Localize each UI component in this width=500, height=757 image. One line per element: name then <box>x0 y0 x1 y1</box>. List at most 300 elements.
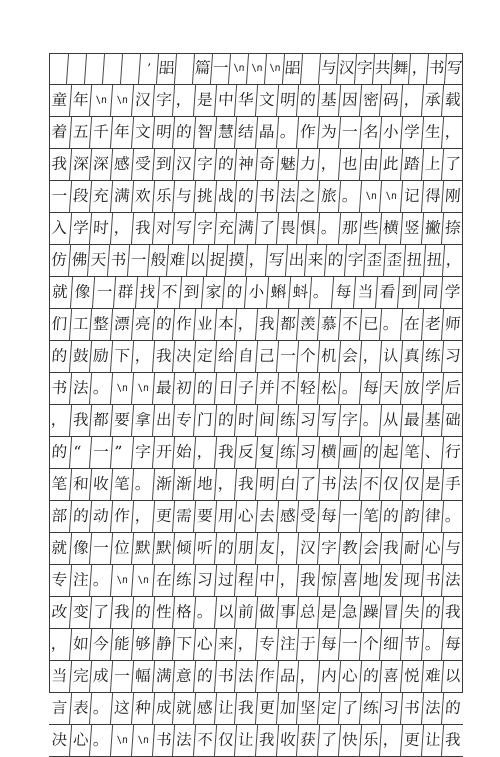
grid-cell: 成 <box>89 661 112 693</box>
grid-cell: 我 <box>69 405 92 437</box>
grid-cell: 加 <box>276 693 299 725</box>
grid-cell: 喜 <box>338 565 361 597</box>
grid-cell: 就 <box>51 539 68 558</box>
grid-cell: 找 <box>135 277 159 309</box>
grid-cell: 也 <box>338 149 361 181</box>
grid-cell: 在 <box>151 565 174 597</box>
grid-row <box>49 693 463 725</box>
grid-cell: 一 <box>51 187 68 206</box>
grid-cell: 记 <box>400 181 423 213</box>
grid-cell: 时 <box>234 405 257 437</box>
grid-cell: 群 <box>113 277 137 309</box>
grid-cell: 并 <box>255 373 278 405</box>
grid-cell: 法 <box>276 181 299 213</box>
grid-cell: 字 <box>354 53 374 85</box>
grid-cell: 白 <box>276 469 299 501</box>
grid-cell: 不 <box>157 277 181 309</box>
grid-cell: 一 <box>127 245 149 277</box>
grid-cell: 不 <box>358 469 381 501</box>
grid-cell: 捺 <box>441 213 464 245</box>
grid-cell: 我 <box>296 565 319 597</box>
grid-cell: 仅 <box>213 725 236 757</box>
grid-cell: 踏 <box>400 149 423 181</box>
grid-cell: 的 <box>213 405 236 437</box>
grid-cell: 我 <box>131 213 154 245</box>
grid-cell: 心 <box>69 725 92 757</box>
grid-cell: 作 <box>110 501 133 533</box>
grid-cell: 习 <box>379 693 402 725</box>
grid-cell: ， <box>131 501 154 533</box>
grid-cell: ʼ <box>138 53 158 85</box>
grid-cell: 汉 <box>296 533 319 565</box>
grid-cell: 。 <box>338 181 361 213</box>
grid-cell: 定 <box>317 693 340 725</box>
grid-cell: 为 <box>317 117 340 149</box>
grid-cell: 摸 <box>225 245 247 277</box>
grid-cell: 字 <box>193 213 216 245</box>
grid-cell: 下 <box>172 629 195 661</box>
grid-cell: 过 <box>213 565 236 597</box>
grid-cell: ， <box>441 117 464 149</box>
grid-cell: 心 <box>234 501 257 533</box>
grid-cell: 学 <box>69 213 92 245</box>
grid-cell <box>174 53 194 85</box>
grid-cell: 时 <box>89 213 112 245</box>
grid-cell: 的 <box>51 443 68 462</box>
grid-cell: 小 <box>244 277 268 309</box>
grid-cell: 对 <box>151 213 174 245</box>
grid-cell: 书 <box>426 53 446 85</box>
grid-cell: 充 <box>213 213 236 245</box>
grid-cell: 一 <box>91 277 115 309</box>
grid-cell: 一 <box>89 437 112 469</box>
grid-cell <box>300 53 320 85</box>
grid-cell: 练 <box>276 437 299 469</box>
grid-cell: 获 <box>296 725 319 757</box>
grid-cell: 看 <box>375 277 399 309</box>
grid-cell: 从 <box>379 405 402 437</box>
grid-cell: 充 <box>89 181 112 213</box>
grid-cell: 我 <box>255 309 278 341</box>
grid-cell: 笔 <box>400 437 423 469</box>
grid-row <box>49 565 463 597</box>
grid-cell: 亮 <box>131 309 154 341</box>
grid-cell: 专 <box>51 571 68 590</box>
grid-cell: 的 <box>213 149 236 181</box>
grid-cell: 悦 <box>400 661 423 693</box>
grid-row <box>49 341 463 373</box>
grid-cell: 地 <box>358 565 381 597</box>
grid-cell: 神 <box>234 149 257 181</box>
grid-cell: 。 <box>379 309 402 341</box>
grid-cell: 注 <box>276 629 299 661</box>
grid-cell: 一 <box>110 661 133 693</box>
grid-cell: 汉 <box>131 85 154 117</box>
grid-cell: 我 <box>255 725 278 757</box>
grid-cell: 已 <box>358 309 381 341</box>
grid-cell: 种 <box>131 693 154 725</box>
grid-cell: 的 <box>172 117 195 149</box>
grid-cell: 意 <box>172 661 195 693</box>
grid-cell: 字 <box>193 149 216 181</box>
grid-cell: 能 <box>110 629 133 661</box>
grid-cell: 书 <box>213 661 236 693</box>
grid-cell: 仅 <box>400 469 423 501</box>
grid-row <box>49 53 463 85</box>
grid-cell: 言 <box>51 699 68 718</box>
grid-cell: 拿 <box>131 405 154 437</box>
grid-cell: 。 <box>89 565 112 597</box>
grid-cell: ， <box>358 341 381 373</box>
grid-cell: 书 <box>151 725 174 757</box>
grid-cell: 受 <box>131 149 154 181</box>
grid-cell: 深 <box>69 149 92 181</box>
grid-cell: 码 <box>379 85 402 117</box>
grid-cell: 佛 <box>68 245 90 277</box>
grid-cell: 基 <box>317 85 340 117</box>
grid-cell: 。 <box>317 213 340 245</box>
grid-cell: 汉 <box>336 53 356 85</box>
grid-cell: 练 <box>420 341 443 373</box>
grid-cell: 。 <box>309 277 333 309</box>
grid-cell: 的 <box>358 437 381 469</box>
grid-cell: 同 <box>418 277 442 309</box>
grid-cell: 冒 <box>379 597 402 629</box>
grid-cell: 坚 <box>296 693 319 725</box>
grid-cell: 倾 <box>172 533 195 565</box>
grid-cell: 漂 <box>110 309 133 341</box>
grid-cell: 明 <box>151 117 174 149</box>
grid-cell: 。 <box>358 405 381 437</box>
grid-cell: 现 <box>400 565 423 597</box>
grid-cell: 作 <box>255 661 278 693</box>
grid-cell: 共 <box>372 53 392 85</box>
grid-cell: 作 <box>172 309 195 341</box>
grid-cell: 载 <box>441 85 464 117</box>
grid-cell: 自 <box>234 341 257 373</box>
grid-cell: 今 <box>89 629 112 661</box>
grid-cell: 感 <box>110 149 133 181</box>
grid-cell: 老 <box>420 309 443 341</box>
grid-cell: 友 <box>255 533 278 565</box>
grid-cell: 性 <box>151 597 174 629</box>
grid-cell: 心 <box>193 629 216 661</box>
grid-cell: 会 <box>358 533 381 565</box>
grid-row <box>49 405 463 437</box>
grid-cell: 学 <box>400 117 423 149</box>
grid-cell: 一 <box>338 501 361 533</box>
grid-cell: 始 <box>172 437 195 469</box>
grid-cell: 习 <box>296 437 319 469</box>
grid-cell: 就 <box>51 283 69 302</box>
grid-cell: 律 <box>420 501 443 533</box>
grid-cell: 畏 <box>276 213 299 245</box>
grid-cell: 耐 <box>400 533 423 565</box>
grid-cell: 感 <box>193 693 216 725</box>
grid-cell: 法 <box>420 693 443 725</box>
grid-cell: 歪 <box>383 245 405 277</box>
grid-cell: 我 <box>151 341 174 373</box>
grid-cell: \n <box>110 725 133 757</box>
grid-cell: 些 <box>358 213 381 245</box>
grid-cell: 惧 <box>296 213 319 245</box>
grid-cell: 出 <box>284 245 306 277</box>
grid-cell: 千 <box>89 117 112 149</box>
grid-cell: ， <box>110 213 133 245</box>
grid-cell: 魅 <box>276 149 299 181</box>
grid-cell: 励 <box>89 341 112 373</box>
grid-row <box>49 277 463 309</box>
grid-cell: 静 <box>151 629 174 661</box>
grid-cell: 出 <box>151 405 174 437</box>
grid-cell: 我 <box>234 469 257 501</box>
grid-cell: 手 <box>441 469 464 501</box>
grid-cell: 挑 <box>193 181 216 213</box>
grid-cell: 下 <box>110 341 133 373</box>
grid-cell: 当 <box>51 667 68 686</box>
grid-cell: 到 <box>151 149 174 181</box>
grid-cell: 决 <box>51 731 68 750</box>
grid-cell: 初 <box>172 373 195 405</box>
grid-cell: 让 <box>213 693 236 725</box>
grid-cell: 不 <box>276 373 299 405</box>
grid-cell: 默 <box>151 533 174 565</box>
grid-cell: 的 <box>379 501 402 533</box>
grid-row <box>49 661 463 693</box>
grid-cell: 竖 <box>400 213 423 245</box>
grid-cell: \n <box>131 725 154 757</box>
grid-cell: 细 <box>379 629 402 661</box>
grid-cell: 像 <box>70 277 94 309</box>
grid-cell: 的 <box>213 533 236 565</box>
grid-cell <box>48 53 68 85</box>
grid-cell: 更 <box>151 501 174 533</box>
grid-cell: 书 <box>107 245 129 277</box>
grid-cell: 的 <box>222 277 246 309</box>
grid-cell: 松 <box>317 373 340 405</box>
grid-cell: 决 <box>172 341 195 373</box>
grid-cell: 础 <box>441 405 464 437</box>
grid-cell: 了 <box>255 213 278 245</box>
grid-cell: 心 <box>420 533 443 565</box>
grid-cell: 扭 <box>403 245 425 277</box>
grid-cell: 的 <box>234 181 257 213</box>
grid-cell: 年 <box>69 85 92 117</box>
grid-cell: 字 <box>338 405 361 437</box>
grid-cell: 节 <box>400 629 423 661</box>
grid-cell: 写 <box>172 213 195 245</box>
grid-cell: 一 <box>210 53 230 85</box>
grid-cell: 朋 <box>234 533 257 565</box>
grid-cell: 渐 <box>151 469 174 501</box>
grid-cell: 做 <box>255 597 278 629</box>
grid-row <box>49 501 463 533</box>
grid-cell: 、 <box>420 437 443 469</box>
grid-cell: 段 <box>69 181 92 213</box>
grid-cell: 书 <box>255 181 278 213</box>
grid-cell: 机 <box>317 341 340 373</box>
grid-cell: 学 <box>420 373 443 405</box>
grid-row <box>49 245 463 277</box>
grid-cell: 得 <box>420 181 443 213</box>
grid-cell: 真 <box>400 341 423 373</box>
grid-cell <box>84 53 104 85</box>
grid-cell: 急 <box>338 597 361 629</box>
grid-cell: 起 <box>379 437 402 469</box>
grid-cell: 之 <box>296 181 319 213</box>
grid-cell: 每 <box>317 501 340 533</box>
grid-cell: 学 <box>440 277 464 309</box>
grid-cell: 慕 <box>317 309 340 341</box>
grid-cell: \n <box>110 85 133 117</box>
grid-cell: ， <box>193 437 216 469</box>
grid-cell: ， <box>400 85 423 117</box>
grid-cell: 我 <box>379 533 402 565</box>
grid-cell: 行 <box>441 437 464 469</box>
grid-cell: 乐 <box>358 725 381 757</box>
grid-cell: 字 <box>131 437 154 469</box>
grid-cell: 我 <box>234 693 257 725</box>
grid-cell: 师 <box>441 309 464 341</box>
grid-cell: \n <box>264 53 284 85</box>
grid-cell: 就 <box>172 693 195 725</box>
grid-cell: 。 <box>89 725 112 757</box>
grid-row <box>49 309 463 341</box>
grid-cell: 让 <box>234 725 257 757</box>
grid-cell: ， <box>379 725 402 757</box>
grid-cell: 字 <box>317 533 340 565</box>
grid-cell: 文 <box>255 85 278 117</box>
grid-cell: 。 <box>276 117 299 149</box>
grid-cell: 的 <box>193 661 216 693</box>
grid-cell: 心 <box>338 661 361 693</box>
grid-cell: 本 <box>213 309 236 341</box>
grid-cell: 收 <box>89 469 112 501</box>
grid-cell: 专 <box>255 629 278 661</box>
grid-cell: 与 <box>441 533 464 565</box>
grid-cell: 惊 <box>317 565 340 597</box>
grid-row <box>49 85 463 117</box>
grid-cell: 专 <box>172 405 195 437</box>
grid-cell: 天 <box>379 373 402 405</box>
grid-cell: 会 <box>338 341 361 373</box>
grid-cell: 小 <box>379 117 402 149</box>
grid-row <box>49 629 463 661</box>
grid-cell: 工 <box>69 309 92 341</box>
grid-cell: 当 <box>353 277 377 309</box>
grid-cell: 法 <box>441 565 464 597</box>
grid-cell: 一 <box>89 533 112 565</box>
grid-cell: 。 <box>131 469 154 501</box>
grid-cell: 五 <box>69 117 92 149</box>
grid-cell: 写 <box>317 405 340 437</box>
grid-cell: 去 <box>255 501 278 533</box>
grid-cell: 的 <box>324 245 346 277</box>
grid-cell: 以 <box>213 597 236 629</box>
grid-cell: 的 <box>151 309 174 341</box>
grid-cell: \n <box>358 181 381 213</box>
grid-cell: 基 <box>420 405 443 437</box>
grid-cell: 开 <box>151 437 174 469</box>
grid-cell: ， <box>50 411 68 430</box>
grid-cell: 童 <box>51 91 68 110</box>
grid-cell: 渐 <box>172 469 195 501</box>
grid-cell: 反 <box>234 437 257 469</box>
grid-cell: ， <box>172 85 195 117</box>
grid-cell: 乐 <box>151 181 174 213</box>
grid-cell: 和 <box>69 469 92 501</box>
grid-cell: 的 <box>296 85 319 117</box>
grid-cell: 在 <box>400 309 423 341</box>
grid-cell: 练 <box>276 405 299 437</box>
grid-cell: 刚 <box>441 181 464 213</box>
grid-cell: 最 <box>151 373 174 405</box>
grid-cell: 的 <box>420 597 443 629</box>
grid-cell: 不 <box>193 725 216 757</box>
grid-cell: 一 <box>276 341 299 373</box>
grid-cell: 发 <box>379 565 402 597</box>
grid-cell: 中 <box>213 85 236 117</box>
grid-cell: \n <box>131 565 154 597</box>
grid-cell: ， <box>276 533 299 565</box>
grid-cell: 复 <box>255 437 278 469</box>
grid-cell: 变 <box>69 597 92 629</box>
grid-cell <box>102 53 122 85</box>
grid-cell: 认 <box>379 341 402 373</box>
grid-cell: 我 <box>110 597 133 629</box>
grid-cell: 是 <box>317 597 340 629</box>
grid-cell: 每 <box>358 373 381 405</box>
grid-cell: 格 <box>172 597 195 629</box>
grid-cell: 承 <box>420 85 443 117</box>
grid-cell: 轻 <box>296 373 319 405</box>
grid-cell: 蝌 <box>266 277 290 309</box>
grid-cell: 般 <box>146 245 168 277</box>
grid-cell: 够 <box>131 629 154 661</box>
grid-cell: 我 <box>213 437 236 469</box>
grid-cell: 需 <box>172 501 195 533</box>
grid-cell: 以 <box>186 245 208 277</box>
grid-cell: 法 <box>172 725 195 757</box>
grid-cell: 㗊 <box>282 53 302 85</box>
grid-cell: 我 <box>51 155 68 174</box>
grid-cell: 像 <box>69 533 92 565</box>
grid-cell: 我 <box>441 725 464 757</box>
grid-row <box>49 373 463 405</box>
grid-cell: 字 <box>344 245 366 277</box>
grid-cell: 仅 <box>379 469 402 501</box>
grid-cell: 总 <box>296 597 319 629</box>
grid-cell: 深 <box>89 149 112 181</box>
grid-cell: \n <box>228 53 248 85</box>
grid-row <box>49 117 463 149</box>
grid-cell: 捉 <box>206 245 228 277</box>
grid-cell: 。 <box>193 597 216 629</box>
grid-cell: 给 <box>213 341 236 373</box>
grid-cell: 撇 <box>420 213 443 245</box>
grid-row <box>49 469 463 501</box>
grid-cell: 最 <box>400 405 423 437</box>
grid-cell: 了 <box>338 693 361 725</box>
grid-cell: ， <box>234 309 257 341</box>
grid-cell: 感 <box>276 501 299 533</box>
grid-cell: 喜 <box>379 661 402 693</box>
grid-cell: 幅 <box>131 661 154 693</box>
grid-cell: 旅 <box>317 181 340 213</box>
grid-cell: 歪 <box>363 245 385 277</box>
grid-cell <box>120 53 140 85</box>
grid-cell: 韵 <box>400 501 423 533</box>
